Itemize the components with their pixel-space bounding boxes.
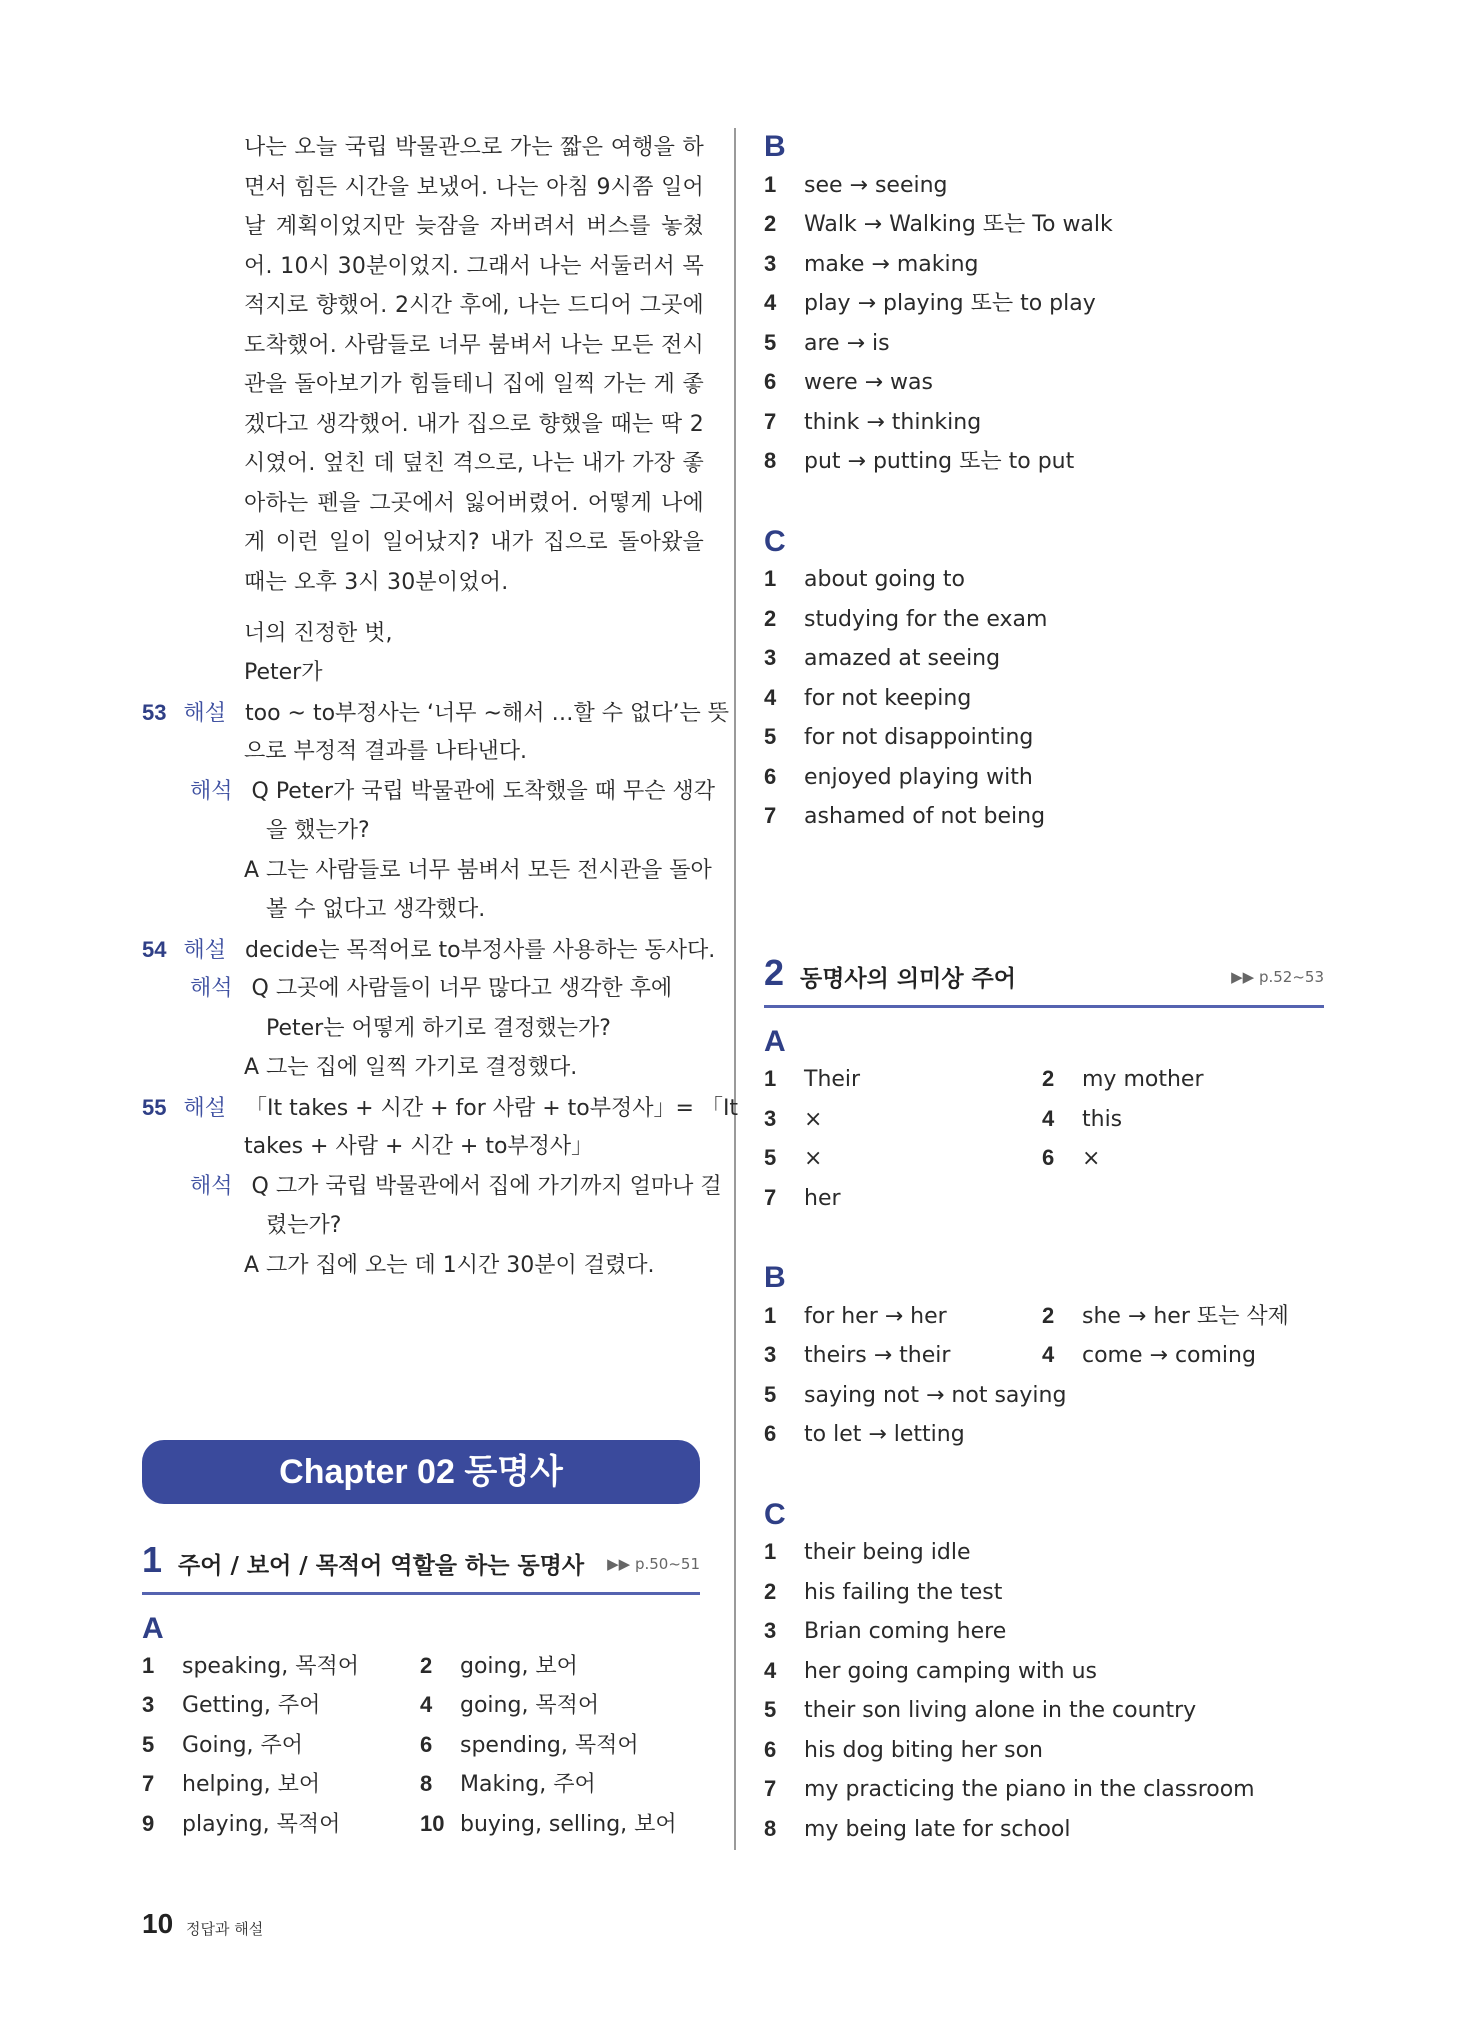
item-text: make → making xyxy=(804,252,979,277)
section-1-a-label: A xyxy=(142,1612,164,1645)
list-item xyxy=(142,1730,303,1761)
list-item xyxy=(1042,1340,1256,1371)
item-number: 3 xyxy=(764,1106,777,1131)
page-number: 10 xyxy=(142,1908,174,1939)
item-text: buying, selling, 보어 xyxy=(460,1812,677,1837)
list-item xyxy=(764,209,1113,240)
list-item xyxy=(764,1537,971,1568)
note-question-cont: 렸는가? xyxy=(266,1213,342,1238)
item-text: theirs → their xyxy=(804,1343,951,1368)
item-number: 2 xyxy=(764,211,777,236)
letter-body: 나는 오늘 국립 박물관으로 가는 짧은 여행을 하면서 힘든 시간을 보냈어. 나는 아침 9시쯤 일어날 계획이었지만 늦잠을 자버려서 버스를 놓쳤어. 10시 30분이었지. 그래서 나는 서둘러서 목적지로 향했어. 2시간 후에, 나는 드디어 그곳에 도착했어. 사람들로 너무 붐벼서 나는 모든 전시관을 돌아보기가 힘들테니 집에 일찍 가는 게 좋겠다고 생각했어. 내가 집으로 향했을 때는 딱 2시였어. 엎친 데 덮친 격으로, 나는 내가 가장 좋아하는 펜을 그곳에서 잃어버렸어. 어떻게 나에게 이런 일이 일어났지? 내가 집으로 돌아왔을 때는 오후 3시 30분이었어. xyxy=(244,135,704,595)
item-text: to let → letting xyxy=(804,1422,965,1447)
item-text: × xyxy=(804,1146,823,1171)
item-number: 3 xyxy=(764,1618,777,1643)
list-item xyxy=(764,1064,860,1095)
item-number: 4 xyxy=(1042,1342,1055,1367)
note-tag: 해설 xyxy=(183,938,226,963)
item-text: she → her 또는 삭제 xyxy=(1082,1304,1289,1329)
item-text: put → putting 또는 to put xyxy=(804,449,1075,474)
item-text: Getting, 주어 xyxy=(182,1693,321,1718)
item-number: 8 xyxy=(420,1771,433,1796)
item-text: my practicing the piano in the classroom xyxy=(804,1777,1255,1802)
note-explanation: decide는 목적어로 to부정사를 사용하는 동사다. xyxy=(245,938,716,963)
section-1-b-label: B xyxy=(764,130,786,163)
list-item xyxy=(764,1340,950,1371)
item-number: 6 xyxy=(764,1737,777,1762)
list-item xyxy=(764,1104,822,1135)
item-text: Going, 주어 xyxy=(182,1733,304,1758)
list-item xyxy=(764,249,979,280)
item-text: my being late for school xyxy=(804,1817,1071,1842)
item-number: 8 xyxy=(764,1816,777,1841)
list-item xyxy=(764,722,1033,753)
note-explanation: too ~ to부정사는 ‘너무 ~해서 …할 수 없다’는 뜻 xyxy=(245,701,729,726)
item-text: for her → her xyxy=(804,1304,947,1329)
item-text: play → playing 또는 to play xyxy=(804,291,1096,316)
note-53 xyxy=(142,698,729,729)
note-55 xyxy=(142,1093,738,1124)
note-question: Q 그곳에 사람들이 너무 많다고 생각한 후에 xyxy=(251,976,673,1001)
note-answer: A 그가 집에 오는 데 1시간 30분이 걸렸다. xyxy=(244,1253,655,1278)
item-text: their son living alone in the country xyxy=(804,1698,1197,1723)
note-tag: 해설 xyxy=(183,1096,226,1121)
letter-closing: 너의 진정한 벗, xyxy=(244,621,393,646)
item-number: 3 xyxy=(764,251,777,276)
list-item xyxy=(764,446,1074,477)
list-item xyxy=(764,1380,1066,1411)
list-item xyxy=(764,1735,1043,1766)
item-number: 3 xyxy=(142,1692,155,1717)
note-question: Q 그가 국립 박물관에서 집에 가기까지 얼마나 걸 xyxy=(251,1174,722,1199)
section-title: 동명사의 의미상 주어 xyxy=(800,966,1016,992)
item-text: my mother xyxy=(1082,1067,1204,1092)
item-number: 8 xyxy=(764,448,777,473)
item-text: her xyxy=(804,1186,841,1211)
list-item xyxy=(420,1769,596,1800)
list-item xyxy=(764,801,1045,832)
list-item xyxy=(142,1651,359,1682)
item-number: 7 xyxy=(764,803,777,828)
list-item xyxy=(764,170,948,201)
item-number: 6 xyxy=(1042,1145,1055,1170)
item-number: 3 xyxy=(764,645,777,670)
item-number: 4 xyxy=(764,685,777,710)
list-item xyxy=(1042,1064,1203,1095)
list-item xyxy=(142,1769,320,1800)
section-rule xyxy=(142,1592,700,1595)
item-text: helping, 보어 xyxy=(182,1772,321,1797)
note-translation xyxy=(190,777,715,807)
item-text: her going camping with us xyxy=(804,1659,1098,1684)
section-rule xyxy=(764,1005,1324,1008)
list-item xyxy=(764,367,933,398)
item-number: 1 xyxy=(764,172,777,197)
note-answer: A 그는 집에 일찍 가기로 결정했다. xyxy=(244,1055,578,1080)
note-explanation-cont: takes + 사람 + 시간 + to부정사」 xyxy=(244,1134,594,1159)
page-reference: ▶▶ p.50~51 xyxy=(607,1555,700,1573)
list-item xyxy=(1042,1301,1289,1332)
note-answer-cont: 볼 수 없다고 생각했다. xyxy=(266,897,486,922)
item-number: 1 xyxy=(764,566,777,591)
list-item xyxy=(764,328,890,359)
list-item xyxy=(420,1809,677,1840)
list-item xyxy=(764,683,971,714)
item-text: × xyxy=(1082,1146,1101,1171)
item-number: 9 xyxy=(142,1811,155,1836)
list-item xyxy=(1042,1104,1122,1135)
item-text: come → coming xyxy=(1082,1343,1256,1368)
footer-label: 정답과 해설 xyxy=(186,1920,264,1938)
note-number: 53 xyxy=(142,700,167,725)
item-text: ashamed of not being xyxy=(804,804,1046,829)
list-item xyxy=(764,762,1033,793)
item-text: were → was xyxy=(804,370,933,395)
note-tag: 해석 xyxy=(190,976,233,1001)
item-number: 2 xyxy=(764,606,777,631)
list-item xyxy=(764,1419,965,1450)
note-translation xyxy=(190,974,672,1004)
item-number: 7 xyxy=(764,409,777,434)
section-1-c-label: C xyxy=(764,525,786,558)
chapter-banner: Chapter 02 동명사 xyxy=(142,1440,700,1504)
item-number: 1 xyxy=(142,1653,155,1678)
item-text: for not keeping xyxy=(804,686,972,711)
item-text: amazed at seeing xyxy=(804,646,1001,671)
note-54 xyxy=(142,935,715,966)
note-question: Q Peter가 국립 박물관에 도착했을 때 무슨 생각 xyxy=(251,779,716,804)
item-text: his dog biting her son xyxy=(804,1738,1043,1763)
item-text: enjoyed playing with xyxy=(804,765,1033,790)
item-number: 4 xyxy=(764,1658,777,1683)
item-number: 5 xyxy=(764,330,777,355)
letter-signature: Peter가 xyxy=(244,660,323,685)
item-number: 4 xyxy=(420,1692,433,1717)
list-item xyxy=(420,1730,639,1761)
list-item xyxy=(764,604,1047,635)
list-item xyxy=(764,1656,1097,1687)
item-number: 5 xyxy=(764,1697,777,1722)
item-number: 7 xyxy=(142,1771,155,1796)
section-number: 2 xyxy=(764,952,785,993)
item-text: going, 보어 xyxy=(460,1654,578,1679)
section-1-heading xyxy=(142,1535,700,1595)
item-text: saying not → not saying xyxy=(804,1383,1067,1408)
item-text: spending, 목적어 xyxy=(460,1733,639,1758)
item-number: 2 xyxy=(764,1579,777,1604)
item-text: studying for the exam xyxy=(804,607,1048,632)
list-item xyxy=(764,1774,1255,1805)
list-item xyxy=(764,1301,947,1332)
list-item xyxy=(142,1690,320,1721)
note-explanation: 「It takes + 시간 + for 사람 + to부정사」= 「It xyxy=(245,1096,739,1121)
item-text: his failing the test xyxy=(804,1580,1003,1605)
item-text: Brian coming here xyxy=(804,1619,1007,1644)
note-question-cont: 을 했는가? xyxy=(266,818,370,843)
section-2-heading xyxy=(764,948,1324,1008)
list-item xyxy=(764,1143,822,1174)
item-text: Their xyxy=(804,1067,861,1092)
section-2-b-label: B xyxy=(764,1261,786,1294)
list-item xyxy=(764,1814,1070,1845)
list-item xyxy=(420,1651,578,1682)
list-item xyxy=(764,1616,1006,1647)
item-text: playing, 목적어 xyxy=(182,1812,341,1837)
item-number: 4 xyxy=(764,290,777,315)
item-text: Walk → Walking 또는 To walk xyxy=(804,212,1113,237)
column-divider xyxy=(734,128,736,1850)
item-number: 3 xyxy=(764,1342,777,1367)
list-item xyxy=(764,407,981,438)
note-tag: 해설 xyxy=(183,701,226,726)
item-number: 5 xyxy=(764,724,777,749)
section-2-a-label: A xyxy=(764,1025,786,1058)
item-number: 1 xyxy=(764,1303,777,1328)
item-number: 1 xyxy=(764,1539,777,1564)
item-text: × xyxy=(804,1107,823,1132)
note-answer: A 그는 사람들로 너무 붐벼서 모든 전시관을 돌아 xyxy=(244,858,712,883)
note-question-cont: Peter는 어떻게 하기로 결정했는가? xyxy=(266,1016,611,1041)
item-number: 4 xyxy=(1042,1106,1055,1131)
item-text: Making, 주어 xyxy=(460,1772,596,1797)
item-number: 1 xyxy=(764,1066,777,1091)
item-number: 7 xyxy=(764,1776,777,1801)
section-2-c-label: C xyxy=(764,1498,786,1531)
note-number: 54 xyxy=(142,937,167,962)
item-number: 2 xyxy=(1042,1066,1055,1091)
item-number: 7 xyxy=(764,1185,777,1210)
note-explanation-cont: 으로 부정적 결과를 나타낸다. xyxy=(244,739,527,764)
item-text: their being idle xyxy=(804,1540,971,1565)
item-number: 6 xyxy=(764,1421,777,1446)
page-reference: ▶▶ p.52~53 xyxy=(1231,968,1324,986)
item-text: for not disappointing xyxy=(804,725,1034,750)
section-title: 주어 / 보어 / 목적어 역할을 하는 동명사 xyxy=(178,1553,585,1579)
item-number: 10 xyxy=(420,1811,445,1836)
item-text: are → is xyxy=(804,331,890,356)
section-number: 1 xyxy=(142,1539,163,1580)
list-item xyxy=(764,1577,1002,1608)
item-number: 6 xyxy=(764,369,777,394)
list-item xyxy=(1042,1143,1100,1174)
list-item xyxy=(142,1809,340,1840)
item-number: 2 xyxy=(420,1653,433,1678)
item-text: about going to xyxy=(804,567,965,592)
list-item xyxy=(420,1690,599,1721)
item-number: 5 xyxy=(764,1382,777,1407)
note-tag: 해석 xyxy=(190,1174,233,1199)
item-text: going, 목적어 xyxy=(460,1693,600,1718)
list-item xyxy=(764,288,1096,319)
item-number: 6 xyxy=(764,764,777,789)
item-number: 5 xyxy=(142,1732,155,1757)
list-item xyxy=(764,1183,841,1214)
item-number: 2 xyxy=(1042,1303,1055,1328)
list-item xyxy=(764,643,1000,674)
list-item xyxy=(764,564,965,595)
list-item xyxy=(764,1695,1196,1726)
item-number: 5 xyxy=(764,1145,777,1170)
item-text: this xyxy=(1082,1107,1123,1132)
note-number: 55 xyxy=(142,1095,167,1120)
note-tag: 해석 xyxy=(190,779,233,804)
note-translation xyxy=(190,1172,722,1202)
item-number: 6 xyxy=(420,1732,433,1757)
item-text: see → seeing xyxy=(804,173,948,198)
item-text: speaking, 목적어 xyxy=(182,1654,359,1679)
item-text: think → thinking xyxy=(804,410,982,435)
